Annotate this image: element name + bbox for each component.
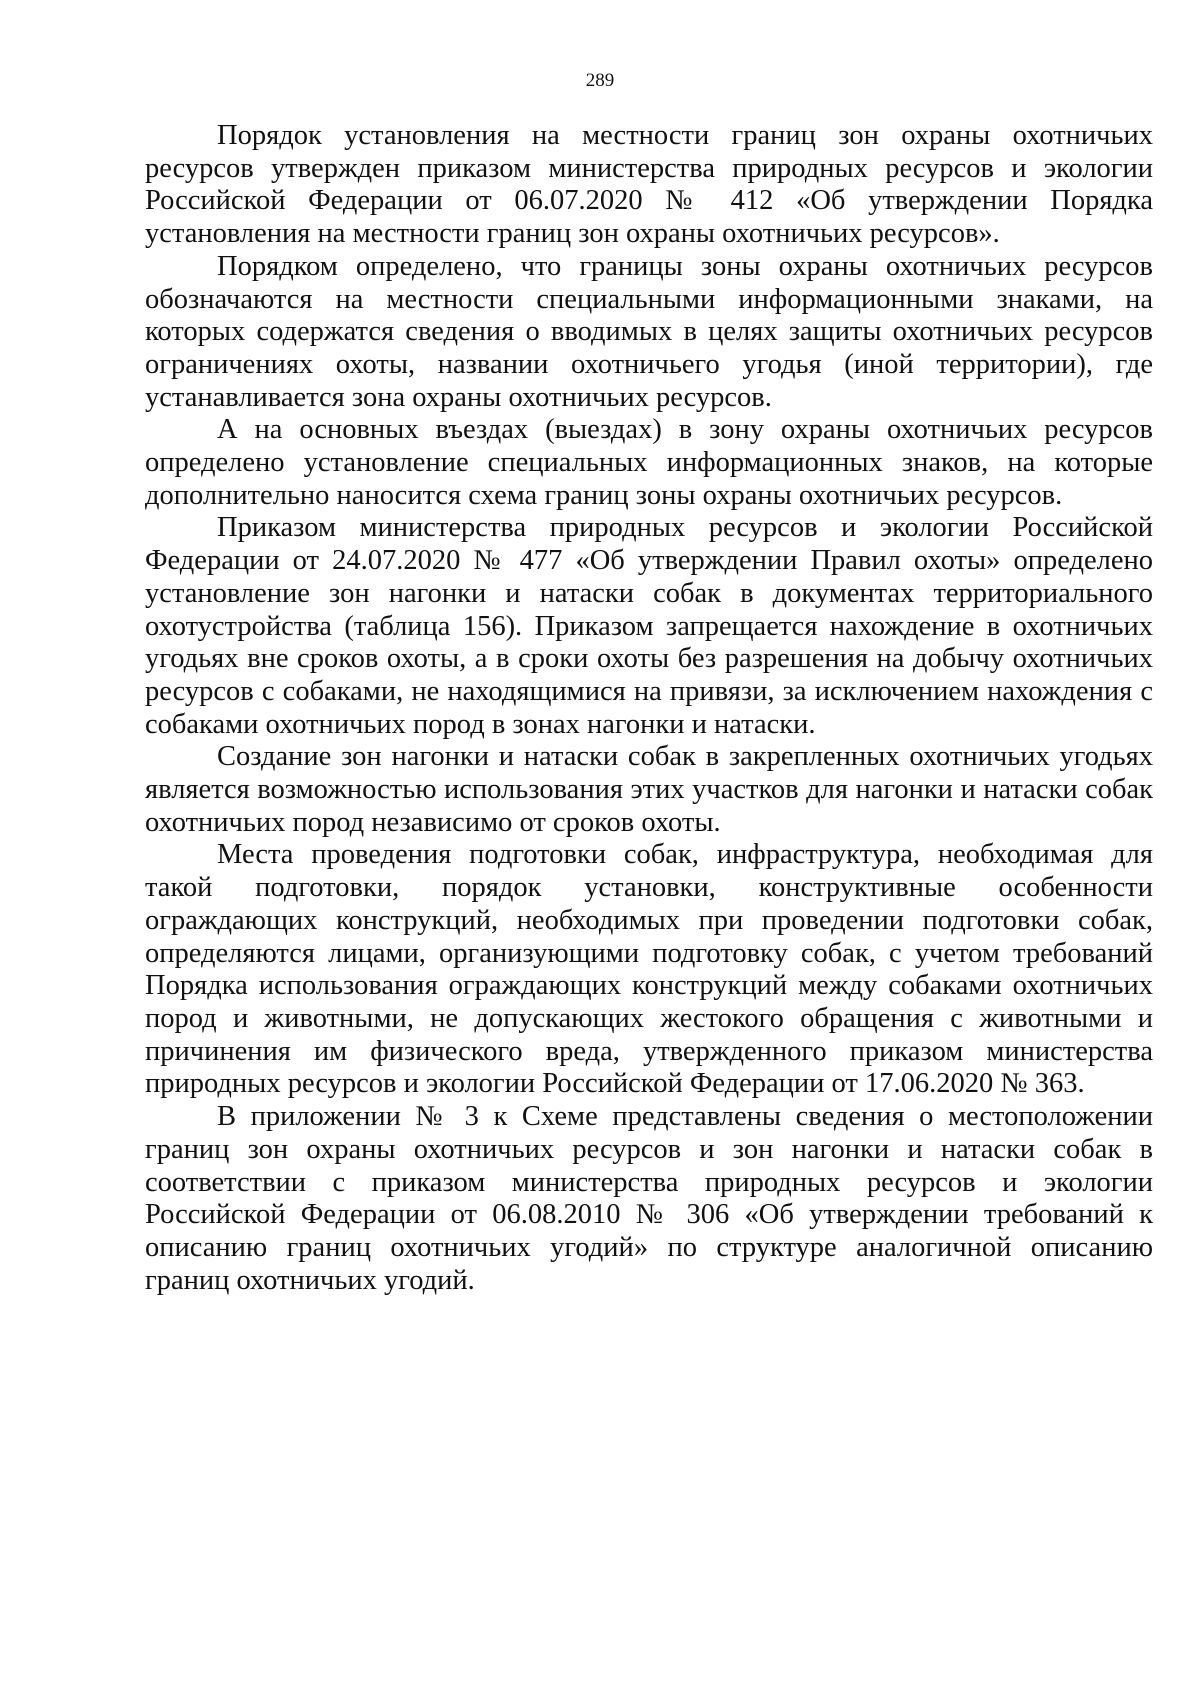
paragraph-dog-training-zones: Создание зон нагонки и натаски собак в закрепленных охотничьих угодьях является возможностью использования этих участков для нагонки и натаски собак охотничьих пород независимо от сроков охоты.: [145, 741, 1153, 838]
paragraph-appendix-3: В приложении № 3 к Схеме представлены сведения о местоположении границ зон охраны охотничьих ресурсов и зон нагонки и натаски собак в соответствии с приказом министерства природных ресурсов и экологии Российской Федерации от 06.08.2010 № 306 «Об утверждении требований к описанию границ охотничьих угодий» по структуре аналогичной описанию границ охотничьих угодий.: [145, 1101, 1153, 1296]
page-number: 289: [585, 70, 615, 91]
paragraph-boundary-signs: Порядком определено, что границы зоны охраны охотничьих ресурсов обозначаются на местности специальными информационными знаками, на которых содержатся сведения о вводимых в целях защиты охотничьих ресурсов ограничениях охоты, названии охотничьего угодья (иной территории), где устанавливается зона охраны охотничьих ресурсов.: [145, 250, 1153, 413]
paragraph-entry-signs: А на основных въездах (выездах) в зону охраны охотничьих ресурсов определено установление специальных информационных знаков, на которые дополнительно наносится схема границ зоны охраны охотничьих ресурсов.: [145, 414, 1153, 511]
document-body: [145, 120, 1153, 1297]
paragraph-dog-training-infrastructure: Места проведения подготовки собак, инфраструктура, необходимая для такой подготовки, порядок установки, конструктивные особенности ограждающих конструкций, необходимых при проведении подготовки собак, определяются лицами, организующими подготовку собак, с учетом требований Порядка использования ограждающих конструкций между собаками охотничьих пород и животными, не допускающих жестокого обращения с животными и причинения им физического вреда, утвержденного приказом министерства природных ресурсов и экологии Российской Федерации от 17.06.2020 № 363.: [145, 839, 1153, 1100]
paragraph-hunting-protection-zones-order: Порядок установления на местности границ зон охраны охотничьих ресурсов утвержден приказом министерства природных ресурсов и экологии Российской Федерации от 06.07.2020 № 412 «Об утверждении Порядка установления на местности границ зон охраны охотничьих ресурсов».: [145, 120, 1153, 250]
paragraph-hunting-rules-order: Приказом министерства природных ресурсов и экологии Российской Федерации от 24.07.2020 № 477 «Об утверждении Правил охоты» определено установление зон нагонки и натаски собак в документах территориального охотустройства (таблица 156). Приказом запрещается нахождение в охотничьих угодьях вне сроков охоты, а в сроки охоты без разрешения на добычу охотничьих ресурсов с собаками, не находящимися на привязи, за исключением нахождения с собаками охотничьих пород в зонах нагонки и натаски.: [145, 512, 1153, 740]
